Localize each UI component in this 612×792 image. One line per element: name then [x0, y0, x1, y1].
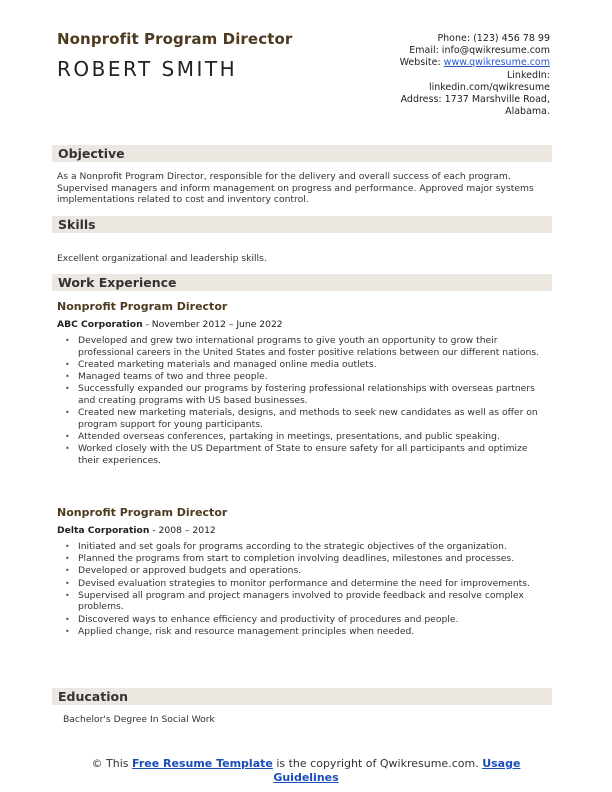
contact-linkedin-label: LinkedIn: [506, 69, 550, 81]
education-title: Education [58, 689, 128, 704]
job-1-company-line [57, 319, 283, 330]
job-2-bullets [78, 541, 548, 638]
list-item: • Successfully expanded our programs by fostering professional relationships with overseas partners and creating programs with US based businesses. [78, 383, 548, 406]
experience-title: Work Experience [58, 275, 177, 290]
website-label: Website: [399, 57, 444, 69]
job-2-company-line [57, 525, 216, 536]
contact-website [330, 57, 550, 69]
job-2-company: Delta Corporation [57, 525, 150, 536]
footer-prefix: © This [91, 757, 133, 770]
list-item: • Worked closely with the US Department of State to ensure safety for all participants and optimize their experiences. [78, 443, 548, 466]
list-item: • Created marketing materials and managed online media outlets. [78, 359, 548, 371]
footer-middle: is the copyright of Qwikresume.com. [272, 757, 483, 770]
resume-name: ROBERT SMITH [57, 57, 238, 81]
list-item: • Attended overseas conferences, partaking in meetings, presentations, and public speaking. [78, 431, 548, 443]
job-1-company: ABC Corporation [57, 319, 143, 330]
objective-text: As a Nonprofit Program Director, responsible for the delivery and overall success of each program. Supervised managers and inform management on progress and performance. Approved major systems implementations related to cost and inventory control. [57, 171, 534, 205]
list-item: • Initiated and set goals for programs according to the strategic objectives of the organization. [78, 541, 548, 553]
list-item: • Devised evaluation strategies to monitor performance and determine the need for improvements. [78, 578, 548, 590]
job-1-bullets [78, 335, 548, 467]
skills-text: Excellent organizational and leadership skills. [57, 253, 267, 264]
job-1-title: Nonprofit Program Director [57, 300, 228, 313]
contact-linkedin-value: linkedin.com/qwikresume [428, 81, 550, 93]
contact-email: Email: info@qwikresume.com [409, 45, 550, 57]
list-item: • Developed and grew two international programs to give youth an opportunity to grow their professional careers in the United States and foster positive relations between our different nations. [78, 335, 548, 358]
list-item: • Created new marketing materials, designs, and methods to seek new candidates as well as offer on program support for young participants. [78, 407, 548, 430]
list-item: • Applied change, risk and resource management principles when needed. [78, 626, 548, 638]
resume-job-title: Nonprofit Program Director [57, 30, 293, 48]
contact-phone: Phone: (123) 456 78 99 [437, 33, 550, 44]
skills-section-header [52, 216, 552, 233]
usage-guidelines-link-1[interactable]: Usage [482, 757, 521, 770]
education-section-header [52, 688, 552, 705]
contact-address-line2: Alabama. [505, 106, 550, 118]
list-item: • Planned the programs from start to completion involving deadlines, milestones and processes. [78, 553, 548, 565]
usage-guidelines-link-2[interactable]: Guidelines [273, 770, 339, 784]
objective-section-header [52, 145, 552, 162]
list-item: • Developed or approved budgets and operations. [78, 565, 548, 577]
contact-block [330, 33, 550, 118]
objective-title: Objective [58, 146, 125, 161]
free-resume-template-link[interactable]: Free Resume Template [132, 757, 273, 770]
contact-address-line1: Address: 1737 Marshville Road, [400, 94, 550, 106]
experience-section-header [52, 274, 552, 291]
list-item: • Supervised all program and project managers involved to provide feedback and resolve complex problems. [78, 590, 548, 613]
education-text: Bachelor's Degree In Social Work [63, 714, 215, 725]
footer-copyright [0, 757, 612, 784]
job-2-title: Nonprofit Program Director [57, 506, 228, 519]
website-link[interactable]: www.qwikresume.com [443, 57, 550, 69]
list-item: • Discovered ways to enhance efficiency and productivity of procedures and people. [78, 614, 548, 626]
list-item: • Managed teams of two and three people. [78, 371, 548, 383]
job-2-dates: - 2008 – 2012 [149, 525, 216, 536]
skills-title: Skills [58, 217, 96, 232]
job-1-dates: - November 2012 – June 2022 [142, 319, 283, 330]
